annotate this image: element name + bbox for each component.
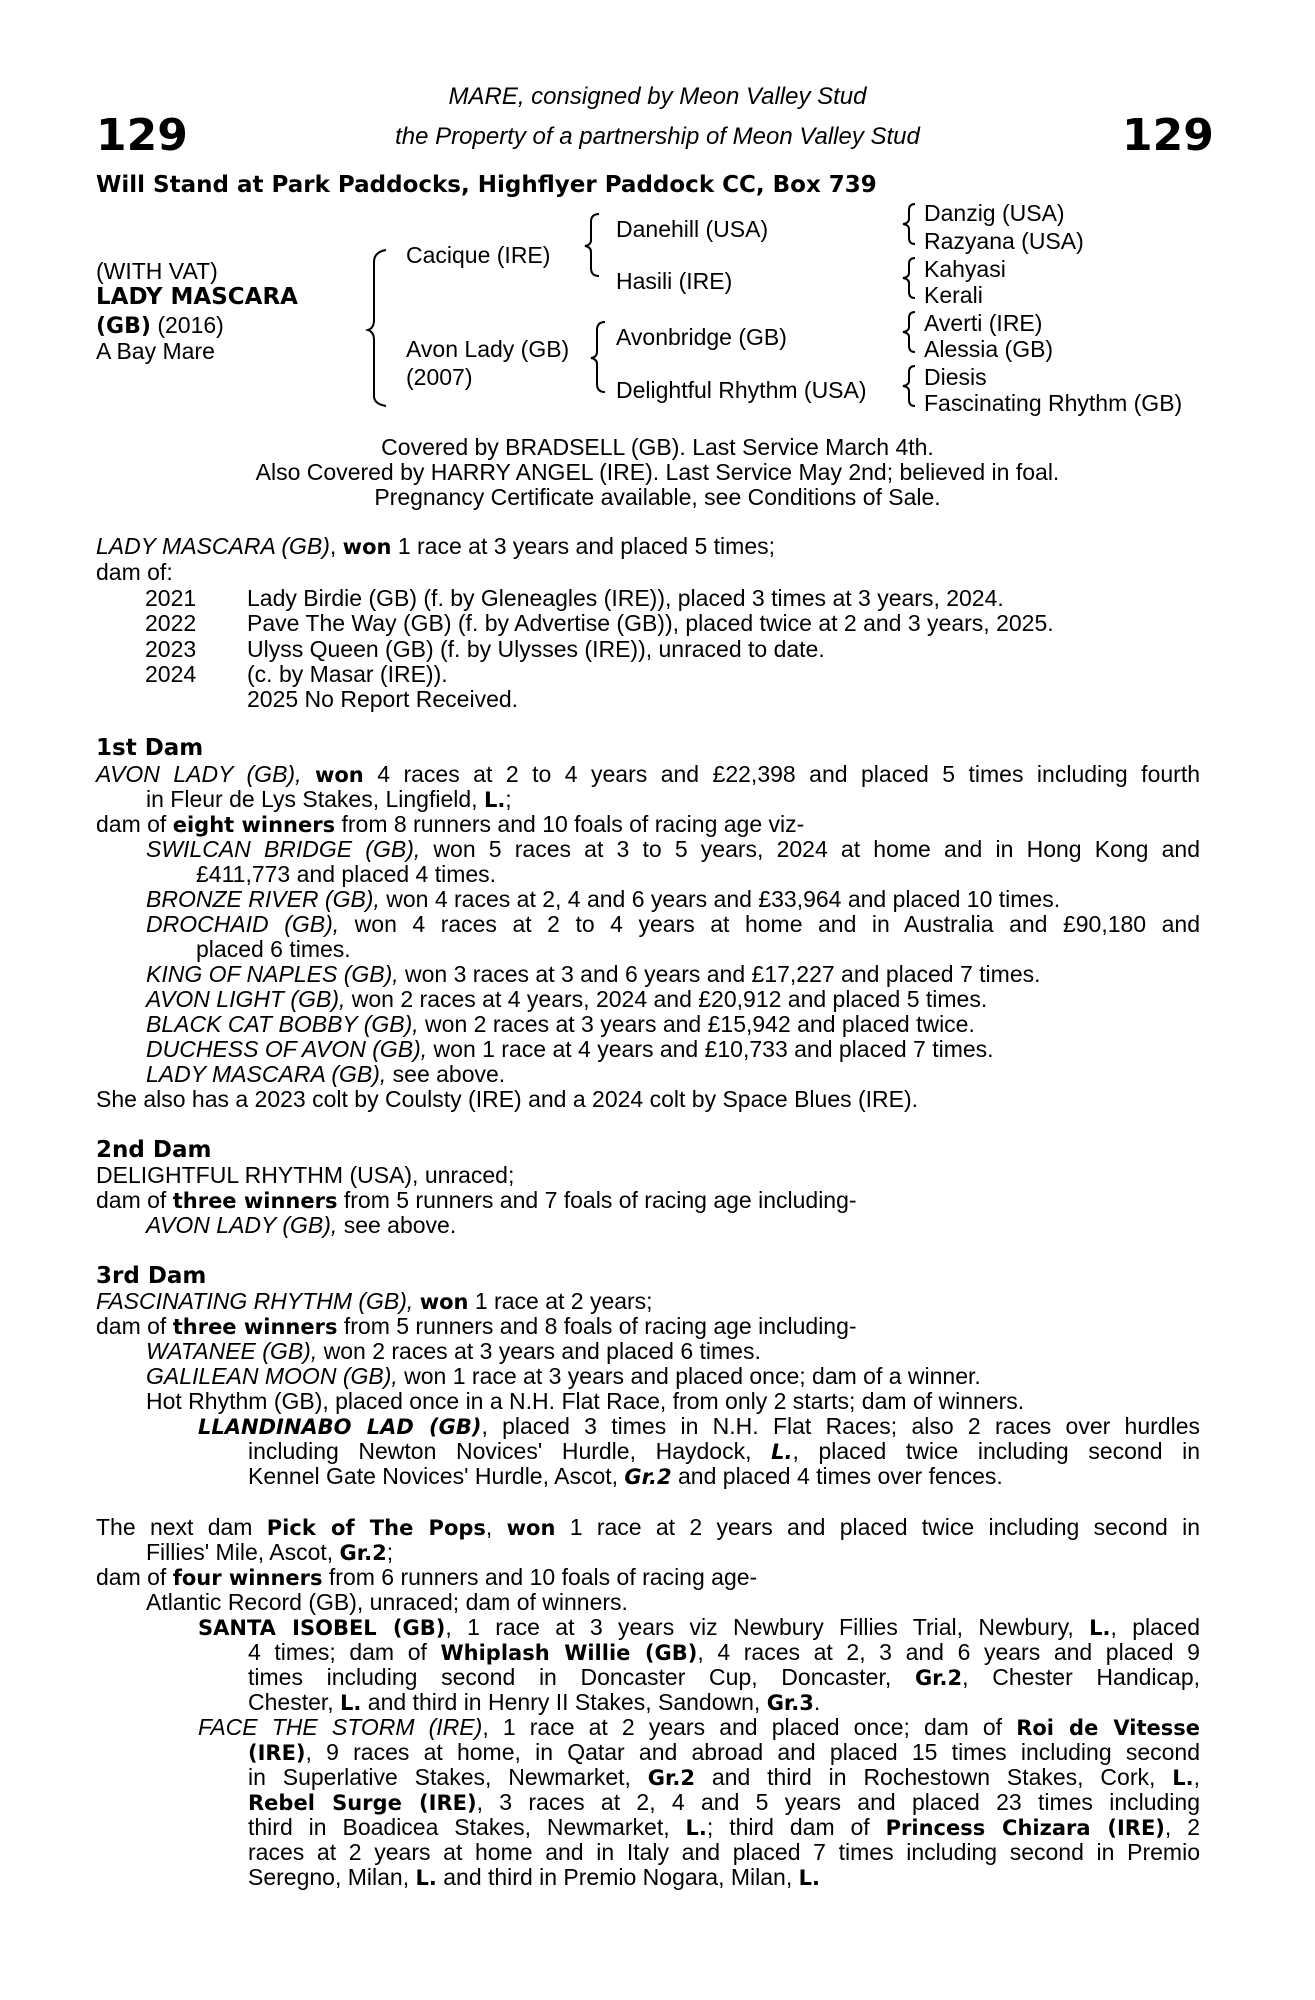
group-label: Gr.2 (624, 1465, 672, 1489)
mare-dam-of: dam of: (96, 559, 173, 585)
produce-year: 2023 (145, 636, 197, 662)
progeny-entry (248, 1664, 1200, 1691)
progeny-name: Rebel Surge (IRE) (248, 1791, 477, 1815)
pedigree-gg-danzig: Danzig (USA) (924, 200, 1065, 226)
progeny-entry: Atlantic Record (GB), unraced; dam of winners. (146, 1589, 628, 1615)
produce-note: 2025 No Report Received. (247, 686, 519, 712)
won-label: won (419, 1290, 469, 1314)
pedigree-gg-kahyasi: Kahyasi (924, 256, 1006, 282)
text: , (1193, 1764, 1200, 1790)
progeny-name: AVON LADY (GB), (146, 1212, 338, 1238)
pedigree-bracket-dam (591, 320, 611, 394)
text: , 9 races at home, in Qatar and abroad and placed 15 times including second (305, 1739, 1200, 1765)
second-dam-line: DELIGHTFUL RHYTHM (USA), unraced; (96, 1162, 515, 1188)
first-dam-line (96, 811, 804, 838)
progeny-entry (146, 886, 1060, 912)
covering-line: Covered by BRADSELL (GB). Last Service March 4th. (381, 434, 934, 460)
text: times including second in Doncaster Cup, Doncaster, (248, 1664, 915, 1690)
text: Chester, (248, 1689, 341, 1715)
listed-label: L. (483, 788, 506, 812)
group-label: Gr.2 (647, 1766, 695, 1790)
group-label: Gr.2 (339, 1541, 387, 1565)
progeny-entry (146, 961, 1041, 987)
text: third in Boadicea Stakes, Newmarket, (248, 1814, 686, 1840)
text: won 2 races at 3 years and £15,942 and placed twice. (418, 1011, 975, 1037)
text: dam of (96, 1564, 173, 1590)
pedigree-bracket-sire (585, 212, 605, 278)
text: won 2 races at 3 years and placed 6 times. (317, 1338, 761, 1364)
text: . (813, 1689, 821, 1715)
text: , 1 race at 2 years and placed once; dam of (482, 1714, 1017, 1740)
pedigree-dam-year: (2007) (406, 364, 473, 390)
text: from 5 runners and 7 foals of racing age including- (337, 1187, 857, 1213)
horse-name: LADY MASCARA (96, 284, 298, 310)
covering-line: Pregnancy Certificate available, see Conditions of Sale. (374, 484, 941, 510)
text: The next dam (96, 1514, 267, 1540)
next-dam-name: Pick of The Pops (266, 1516, 486, 1540)
vat-note: (WITH VAT) (96, 258, 218, 284)
group-label: Gr.2 (914, 1666, 963, 1690)
progeny-entry (248, 1463, 1003, 1490)
progeny-entry (146, 1338, 761, 1364)
first-dam-heading: 1st Dam (96, 735, 204, 761)
progeny-entry: £411,773 and placed 4 times. (196, 861, 497, 887)
pedigree-dam-dam: Delightful Rhythm (USA) (616, 377, 867, 403)
third-dam-line (96, 1313, 857, 1340)
progeny-entry (146, 1363, 981, 1389)
next-dam-line (146, 1539, 393, 1566)
progeny-name: SANTA ISOBEL (GB) (198, 1616, 446, 1640)
listed-label: L. (1089, 1616, 1111, 1640)
third-dam-line (96, 1288, 653, 1315)
text: including Newton Novices' Hurdle, Haydock, (248, 1438, 772, 1464)
progeny-entry (146, 1212, 456, 1238)
text: 1 race at 2 years and placed twice including second in (555, 1514, 1200, 1540)
pedigree-bracket-main (370, 248, 390, 408)
progeny-name: Whiplash Willie (GB) (440, 1641, 698, 1665)
text: in Fleur de Lys Stakes, Lingfield, (146, 786, 484, 812)
progeny-entry: races at 2 years at home and in Italy and placed 7 times including second in Premio (248, 1839, 1200, 1865)
won-label: won (314, 763, 364, 787)
pedigree-sire-sire: Danehill (USA) (616, 216, 769, 242)
text: dam of (96, 1313, 173, 1339)
progeny-name: FACE THE STORM (IRE) (198, 1714, 483, 1740)
text: ; third dam of (706, 1814, 886, 1840)
text: 4 races at 2 to 4 years and £22,398 and placed 5 times including fourth (363, 761, 1201, 787)
text: Fillies' Mile, Ascot, (146, 1539, 340, 1565)
pedigree-dam-sire: Avonbridge (GB) (616, 324, 787, 350)
pedigree-dam: Avon Lady (GB) (406, 336, 570, 362)
produce-year: 2021 (145, 585, 197, 611)
progeny-name: AVON LIGHT (GB), (146, 986, 346, 1012)
text: in Superlative Stakes, Newmarket, (248, 1764, 648, 1790)
progeny-name: Princess Chizara (IRE) (885, 1816, 1165, 1840)
won-label: won (506, 1516, 556, 1540)
pedigree-gg-alessia: Alessia (GB) (924, 336, 1054, 362)
text: , placed twice including second in (792, 1438, 1201, 1464)
text: won 4 races at 2 to 4 years at home and in Australia and £90,180 and (339, 911, 1200, 937)
text: dam of (96, 811, 173, 837)
third-dam-name: FASCINATING RHYTHM (GB), (96, 1288, 414, 1314)
text: from 5 runners and 8 foals of racing age including- (337, 1313, 857, 1339)
text: and third in Henry II Stakes, Sandown, (361, 1689, 767, 1715)
first-dam-name: AVON LADY (GB), (96, 761, 302, 787)
mare-record-name: LADY MASCARA (GB) (96, 533, 330, 559)
text: dam of (96, 1187, 173, 1213)
consignor-line: MARE, consigned by Meon Valley Stud (448, 83, 867, 110)
progeny-entry (248, 1764, 1200, 1791)
pedigree-gg-averti: Averti (IRE) (924, 310, 1043, 336)
lot-number-left: 129 (96, 110, 188, 161)
text: , placed 3 times in N.H. Flat Races; also 2 races over hurdles (481, 1413, 1200, 1439)
first-dam-line (96, 761, 1200, 788)
progeny-name: GALILEAN MOON (GB), (146, 1363, 398, 1389)
winners-count: three winners (172, 1189, 338, 1213)
progeny-name: SWILCAN BRIDGE (GB), (146, 836, 421, 862)
listed-label: L. (1172, 1766, 1194, 1790)
progeny-entry (248, 1864, 820, 1891)
pedigree-bracket-gg2 (903, 256, 919, 300)
progeny-name: DROCHAID (GB), (146, 911, 340, 937)
produce-year: 2024 (145, 661, 197, 687)
first-dam-line (146, 786, 512, 813)
winners-count: three winners (172, 1315, 338, 1339)
text: ; (505, 786, 512, 812)
text: won 1 race at 3 years and placed once; dam of a winner. (397, 1363, 981, 1389)
text: , Chester Handicap, (962, 1664, 1200, 1690)
third-dam-heading: 3rd Dam (96, 1263, 207, 1289)
text: ; (386, 1539, 394, 1565)
mare-record (96, 533, 775, 560)
comma: , (329, 533, 343, 559)
produce-year: 2022 (145, 610, 197, 636)
group-label: Gr.3 (766, 1691, 814, 1715)
produce-text: Ulyss Queen (GB) (f. by Ulysses (IRE)), unraced to date. (247, 636, 825, 662)
progeny-entry (198, 1714, 1200, 1741)
next-dam-line (96, 1514, 1200, 1541)
text: from 6 runners and 10 foals of racing age- (322, 1564, 758, 1590)
progeny-entry (146, 911, 1200, 937)
text: , 2 (1164, 1814, 1200, 1840)
listed-label: L. (685, 1816, 707, 1840)
text: Seregno, Milan, (248, 1864, 416, 1890)
text: , (485, 1514, 507, 1540)
text: and third in Premio Nogara, Milan, (436, 1864, 799, 1890)
text: from 8 runners and 10 foals of racing age viz- (335, 811, 805, 837)
pedigree-bracket-gg1 (903, 202, 919, 246)
text: Kennel Gate Novices' Hurdle, Ascot, (248, 1463, 625, 1489)
second-dam-heading: 2nd Dam (96, 1137, 212, 1163)
pedigree-sire: Cacique (IRE) (406, 242, 551, 268)
progeny-origin: (IRE) (248, 1741, 306, 1765)
lot-number-right: 129 (1122, 110, 1214, 161)
text: , 4 races at 2, 3 and 6 years and placed 9 (697, 1639, 1200, 1665)
progeny-entry (248, 1739, 1200, 1766)
pedigree-gg-razyana: Razyana (USA) (924, 228, 1084, 254)
progeny-entry (198, 1614, 1200, 1641)
text: , 3 races at 2, 4 and 5 years and placed 23 times including (476, 1789, 1200, 1815)
produce-text: Pave The Way (GB) (f. by Advertise (GB)), placed twice at 2 and 3 years, 2025. (247, 610, 1054, 636)
text: won 2 races at 4 years, 2024 and £20,912 and placed 5 times. (345, 986, 988, 1012)
progeny-entry (248, 1689, 820, 1716)
progeny-name: Roi de Vitesse (1016, 1716, 1200, 1740)
progeny-name: KING OF NAPLES (GB), (146, 961, 399, 987)
pedigree-bracket-gg3 (903, 310, 919, 354)
progeny-entry (248, 1438, 1200, 1465)
progeny-name: DUCHESS OF AVON (GB), (146, 1036, 428, 1062)
text: , 1 race at 3 years viz Newbury Fillies Trial, Newbury, (445, 1614, 1090, 1640)
text: and third in Rochestown Stakes, Cork, (695, 1764, 1173, 1790)
text: , placed (1110, 1614, 1200, 1640)
text: 4 times; dam of (248, 1639, 441, 1665)
text: won 3 races at 3 and 6 years and £17,227 and placed 7 times. (398, 961, 1041, 987)
pedigree-gg-fascinating: Fascinating Rhythm (GB) (924, 390, 1183, 416)
pedigree-bracket-gg4 (903, 364, 919, 408)
progeny-entry (146, 1011, 975, 1037)
stand-location: Will Stand at Park Paddocks, Highflyer Paddock CC, Box 739 (96, 172, 877, 198)
produce-text: (c. by Masar (IRE)). (247, 661, 448, 687)
listed-label: L. (415, 1866, 437, 1890)
produce-text: Lady Birdie (GB) (f. by Gleneagles (IRE)), placed 3 times at 3 years, 2024. (247, 585, 1004, 611)
listed-label: L. (798, 1866, 820, 1890)
winners-count: four winners (172, 1566, 323, 1590)
mare-record-rest: 1 race at 3 years and placed 5 times; (391, 533, 775, 559)
winners-count: eight winners (172, 813, 336, 837)
progeny-entry (146, 986, 987, 1012)
horse-year: (2016) (150, 312, 224, 338)
horse-origin: (GB) (96, 314, 151, 339)
progeny-entry (146, 1036, 994, 1062)
text: 1 race at 2 years; (468, 1288, 653, 1314)
progeny-name: BLACK CAT BOBBY (GB), (146, 1011, 419, 1037)
pedigree-sire-dam: Hasili (IRE) (616, 268, 733, 294)
mare-record-won: won (342, 535, 392, 559)
progeny-entry: Hot Rhythm (GB), placed once in a N.H. Flat Race, from only 2 starts; dam of winners. (146, 1388, 1025, 1414)
progeny-entry (146, 1061, 505, 1087)
progeny-entry (146, 836, 1200, 862)
pedigree-gg-kerali: Kerali (924, 282, 983, 308)
next-dam-line (96, 1564, 757, 1591)
progeny-entry (198, 1413, 1200, 1440)
progeny-entry: placed 6 times. (196, 936, 351, 962)
progeny-name: LLANDINABO LAD (GB) (198, 1415, 482, 1439)
text: see above. (386, 1061, 506, 1087)
covering-line: Also Covered by HARRY ANGEL (IRE). Last Service May 2nd; believed in foal. (255, 459, 1060, 485)
progeny-name: BRONZE RIVER (GB), (146, 886, 380, 912)
progeny-entry (248, 1789, 1200, 1816)
progeny-entry (248, 1814, 1200, 1841)
pedigree-gg-diesis: Diesis (924, 364, 987, 390)
text: won 1 race at 4 years and £10,733 and placed 7 times. (427, 1036, 994, 1062)
text: see above. (337, 1212, 457, 1238)
progeny-entry (248, 1639, 1200, 1666)
first-dam-also: She also has a 2023 colt by Coulsty (IRE) and a 2024 colt by Space Blues (IRE). (96, 1086, 919, 1112)
horse-origin-year (96, 312, 224, 340)
text: and placed 4 times over fences. (671, 1463, 1003, 1489)
progeny-name: WATANEE (GB), (146, 1338, 318, 1364)
progeny-name: LADY MASCARA (GB), (146, 1061, 387, 1087)
horse-description: A Bay Mare (96, 338, 215, 364)
text: won 4 races at 2, 4 and 6 years and £33,964 and placed 10 times. (379, 886, 1061, 912)
second-dam-line (96, 1187, 857, 1214)
listed-label: L. (771, 1440, 793, 1464)
listed-label: L. (340, 1691, 362, 1715)
text: won 5 races at 3 to 5 years, 2024 at home and in Hong Kong and (420, 836, 1201, 862)
property-line: the Property of a partnership of Meon Valley Stud (395, 123, 920, 150)
